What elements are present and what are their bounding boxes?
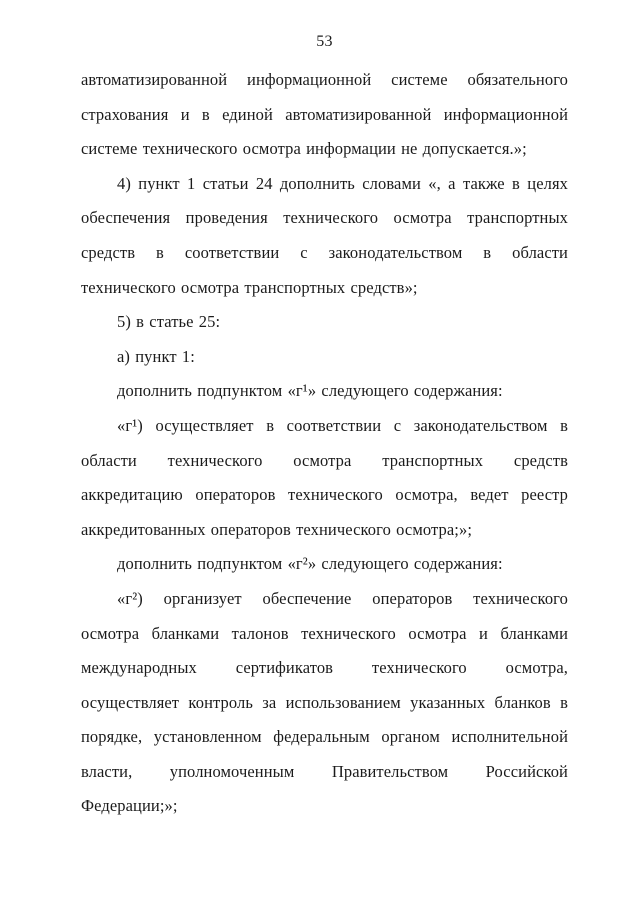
page-number: 53 — [316, 33, 333, 50]
paragraph: 4) пункт 1 статьи 24 дополнить словами «, а также в целях обеспечения проведения технического осмотра транспортных средств в соответствии с законодательством в области технического осмотра транспортных средств»; — [81, 173, 568, 297]
paragraph: автоматизированной информационной системе обязательного страхования и в единой автоматизированной информационной системе технического осмотра информации не допускается.»; — [81, 70, 568, 159]
paragraph: 5) в статье 25: — [117, 312, 221, 332]
paragraph: «г²) организует обеспечение операторов технического осмотра бланками талонов технического осмотра и бланками международных сертификатов технического осмотра, осуществляет контроль за использованием указанных бланков в порядке, установленном федеральным органом исполнительной власти, уполномоченным Правительством Российской Федерации;»; — [81, 588, 568, 816]
paragraph: дополнить подпунктом «г²» следующего содержания: — [117, 554, 503, 574]
paragraph: дополнить подпунктом «г¹» следующего содержания: — [117, 381, 503, 401]
paragraph: «г¹) осуществляет в соответствии с законодательством в области технического осмотра транспортных средств аккредитацию операторов технического осмотра, ведет реестр аккредитованных операторов технического осмотра;»; — [81, 415, 568, 539]
paragraph: а) пункт 1: — [117, 346, 195, 366]
